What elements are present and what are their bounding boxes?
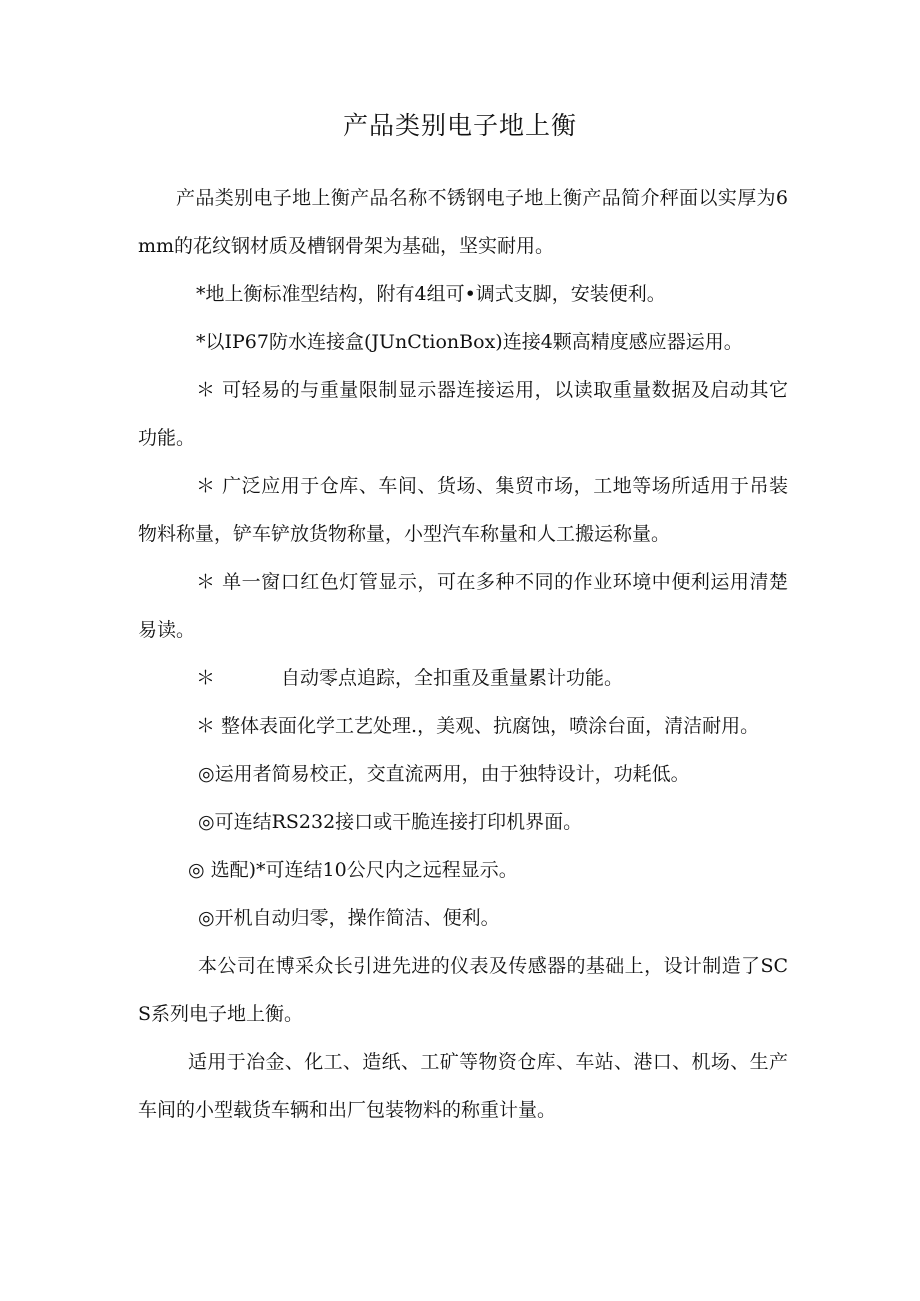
paragraph-display-connect: ＊ 可轻易的与重量限制显示器连接运用，以读取重量数据及启动其它功能。 — [138, 379, 788, 449]
paragraph-intro: 产品类别电子地上衡产品名称不锈钢电子地上衡产品简介秤面以实厚为6mm的花纹钢材质及槽钢骨架为基础，坚实耐用。 — [138, 187, 788, 257]
paragraph-applications: ＊ 广泛应用于仓库、车间、货场、集贸市场，工地等场所适用于吊装物料称量，铲车铲放货物称量，小型汽车称量和人工搬运称量。 — [138, 475, 788, 545]
paragraph-structure: *地上衡标准型结构，附有4组可•调式支脚，安装便利。 — [196, 283, 666, 305]
paragraph-surface: ＊ 整体表面化学工艺处理.，美观、抗腐蚀，喷涂台面，清洁耐用。 — [196, 715, 760, 737]
paragraph-zero-tracking — [138, 654, 788, 702]
page-title: 产品类别电子地上衡 — [342, 111, 577, 140]
document-body — [138, 174, 788, 1134]
paragraph-company: 本公司在博采众长引进先进的仪表及传感器的基础上，设计制造了SCS系列电子地上衡。 — [138, 955, 788, 1025]
paragraph-rs232: ◎可连结RS232接口或干脆连接打印机界面。 — [198, 811, 583, 833]
paragraph-auto-zero: ◎开机自动归零，操作简洁、便利。 — [198, 907, 500, 929]
star-marker: ＊ — [196, 667, 216, 689]
zero-tracking-text: 自动零点追踪，全扣重及重量累计功能。 — [281, 667, 624, 689]
paragraph-junction-box: *以IP67防水连接盒(JUnCtionBox)连接4颗高精度感应器运用。 — [196, 331, 743, 353]
paragraph-remote-display: ◎ 选配)*可连结10公尺内之远程显示。 — [188, 859, 518, 881]
paragraph-usage: 适用于冶金、化工、造纸、工矿等物资仓库、车站、港口、机场、生产车间的小型载货车辆和出厂包装物料的称重计量。 — [138, 1051, 788, 1121]
paragraph-calibration: ◎运用者简易校正，交直流两用，由于独特设计，功耗低。 — [198, 763, 690, 785]
paragraph-window-display: ＊ 单一窗口红色灯管显示，可在多种不同的作业环境中便利运用清楚易读。 — [138, 571, 788, 641]
